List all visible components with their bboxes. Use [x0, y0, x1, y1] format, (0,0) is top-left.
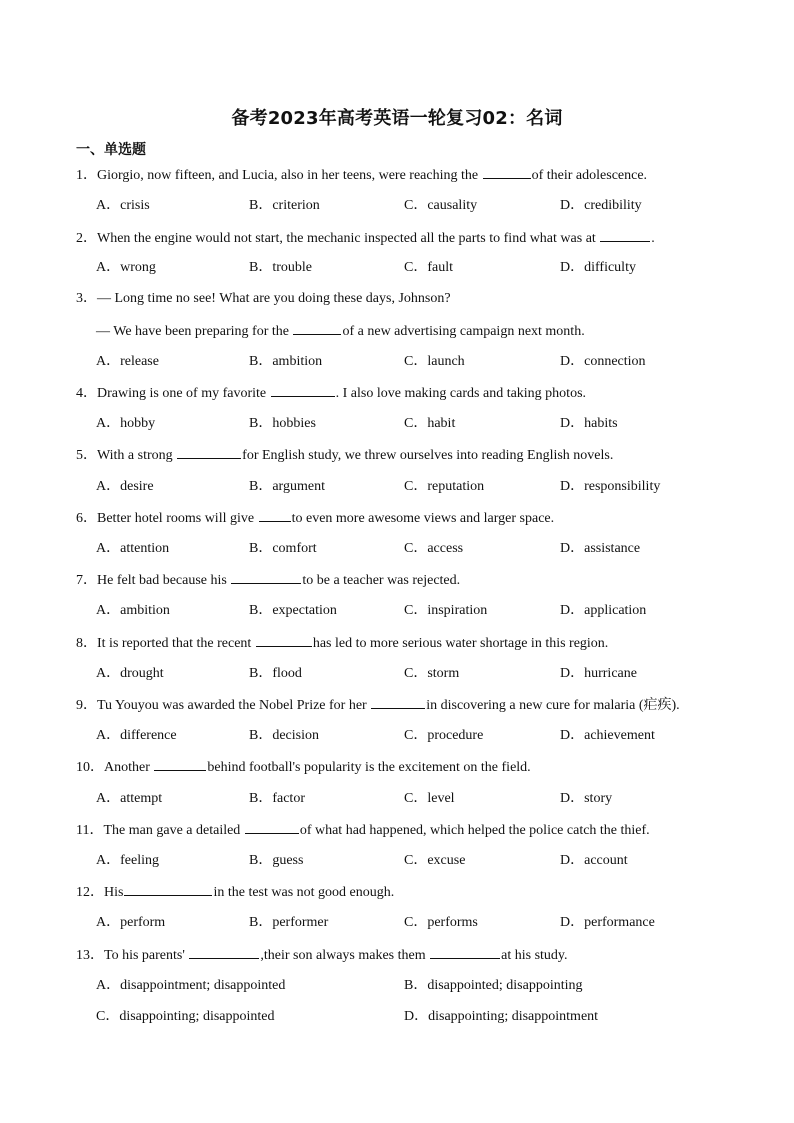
answer-option: C．storm [404, 666, 460, 681]
question-number: 9． [76, 698, 97, 713]
answer-blank [177, 446, 241, 459]
question-text: When the engine would not start, the mechanic inspected all the parts to find what was at [97, 231, 600, 246]
answer-option: D．hurricane [560, 666, 637, 681]
question-number: 12． [76, 885, 104, 900]
answer-blank [371, 696, 425, 709]
answer-option: A．attention [96, 541, 170, 556]
answer-option: C．excuse [404, 853, 466, 868]
answer-option: D．connection [560, 354, 646, 369]
answer-blank [189, 946, 259, 959]
question-stem [76, 696, 680, 715]
answer-option: A．ambition [96, 603, 170, 618]
question-stem [76, 290, 451, 308]
question-text: of what had happened, which helped the police catch the thief. [299, 823, 650, 838]
answer-blank [259, 509, 291, 522]
answer-blank [154, 758, 206, 771]
document-title: 备考2023年高考英语一轮复习02：名词 [231, 108, 563, 129]
answer-option: D．disappointing; disappointment [404, 1009, 599, 1024]
answer-option: C．performs [404, 915, 478, 930]
question-text: at his study. [501, 948, 568, 963]
answer-blank [293, 322, 341, 335]
question-text: to even more awesome views and larger space. [291, 511, 555, 526]
answer-option: D．application [560, 603, 647, 618]
question-stem [76, 384, 586, 403]
answer-option: B．hobbies [249, 416, 316, 431]
question-text: ,their son always makes them [260, 948, 430, 963]
answer-option: D．habits [560, 416, 618, 431]
question-stem [76, 509, 554, 528]
answer-option: C．disappointing; disappointed [96, 1009, 275, 1024]
answer-option: D．performance [560, 915, 655, 930]
question-text: Another [104, 760, 154, 775]
answer-blank [231, 571, 301, 584]
answer-option: D．difficulty [560, 260, 636, 275]
question-stem [76, 166, 647, 185]
question-text: for English study, we threw ourselves into reading English novels. [242, 448, 614, 463]
answer-option: A．disappointment; disappointed [96, 978, 286, 993]
answer-option: A．perform [96, 915, 166, 930]
answer-option: A．drought [96, 666, 164, 681]
question-number: 5． [76, 448, 97, 463]
section-heading: 一、单选题 [76, 142, 146, 158]
question-text: He felt bad because his [97, 573, 231, 588]
answer-option: C．inspiration [404, 603, 488, 618]
question-stem [76, 821, 650, 840]
question-number: 4． [76, 386, 97, 401]
question-stem [76, 946, 568, 965]
answer-option: C．access [404, 541, 464, 556]
question-text: has led to more serious water shortage in this region. [312, 636, 609, 651]
answer-option: B．performer [249, 915, 329, 930]
answer-blank [124, 883, 212, 896]
question-number: 8． [76, 636, 97, 651]
question-number: 1． [76, 168, 97, 183]
question-text: to be a teacher was rejected. [302, 573, 461, 588]
question-stem [76, 758, 531, 777]
answer-option: D．assistance [560, 541, 641, 556]
question-stem [76, 229, 655, 248]
question-text: behind football's popularity is the excitement on the field. [207, 760, 531, 775]
answer-option: B．guess [249, 853, 304, 868]
answer-option: A．hobby [96, 416, 156, 431]
question-text: Drawing is one of my favorite [97, 386, 270, 401]
question-dialogue-line [96, 322, 585, 341]
question-text: Better hotel rooms will give [97, 511, 258, 526]
answer-option: C．habit [404, 416, 456, 431]
answer-option: A．release [96, 354, 159, 369]
answer-blank [271, 384, 335, 397]
answer-option: B．disappointed; disappointing [404, 978, 583, 993]
question-text: in discovering a new cure for malaria (疟疾). [426, 698, 680, 713]
question-number: 11． [76, 823, 104, 838]
answer-option: A．attempt [96, 791, 163, 806]
question-number: 3． [76, 291, 97, 306]
question-number: 2． [76, 231, 97, 246]
question-text: in the test was not good enough. [213, 885, 395, 900]
answer-option: C．procedure [404, 728, 484, 743]
answer-option: D．story [560, 791, 613, 806]
answer-option: D．account [560, 853, 628, 868]
question-stem [76, 571, 460, 590]
question-text: of their adolescence. [531, 168, 648, 183]
question-number: 13． [76, 948, 104, 963]
question-text: . [651, 231, 655, 246]
answer-option: B．flood [249, 666, 302, 681]
question-stem [76, 883, 394, 902]
question-stem [76, 446, 613, 465]
answer-option: B．trouble [249, 260, 312, 275]
question-number: 6． [76, 511, 97, 526]
answer-option: C．level [404, 791, 455, 806]
question-number: 10． [76, 760, 104, 775]
question-text: of a new advertising campaign next month. [342, 324, 585, 339]
answer-option: B．ambition [249, 354, 323, 369]
question-text: His [104, 885, 124, 900]
answer-option: D．responsibility [560, 479, 661, 494]
answer-option: A．wrong [96, 260, 156, 275]
question-text: Tu Youyou was awarded the Nobel Prize for her [97, 698, 371, 713]
question-text: The man gave a detailed [103, 823, 244, 838]
question-text: — We have been preparing for the [96, 324, 293, 339]
answer-option: B．comfort [249, 541, 317, 556]
question-number: 7． [76, 573, 97, 588]
answer-option: C．launch [404, 354, 465, 369]
answer-option: B．factor [249, 791, 305, 806]
question-text: . I also love making cards and taking photos. [335, 386, 587, 401]
answer-blank [600, 229, 650, 242]
answer-option: D．achievement [560, 728, 655, 743]
answer-option: D．credibility [560, 198, 642, 213]
answer-option: C．reputation [404, 479, 485, 494]
answer-blank [256, 634, 312, 647]
question-stem [76, 634, 608, 653]
answer-option: C．fault [404, 260, 453, 275]
question-text: Giorgio, now fifteen, and Lucia, also in her teens, were reaching the [97, 168, 482, 183]
answer-option: B．decision [249, 728, 319, 743]
answer-blank [245, 821, 299, 834]
answer-option: A．desire [96, 479, 154, 494]
answer-option: B．expectation [249, 603, 337, 618]
answer-option: A．crisis [96, 198, 150, 213]
answer-option: A．difference [96, 728, 177, 743]
answer-option: C．causality [404, 198, 478, 213]
question-text: — Long time no see! What are you doing these days, Johnson? [97, 291, 451, 306]
answer-option: B．argument [249, 479, 325, 494]
question-text: With a strong [97, 448, 177, 463]
answer-blank [483, 166, 531, 179]
answer-option: A．feeling [96, 853, 159, 868]
answer-blank [430, 946, 500, 959]
answer-option: B．criterion [249, 198, 320, 213]
question-text: It is reported that the recent [97, 636, 255, 651]
question-text: To his parents' [104, 948, 189, 963]
